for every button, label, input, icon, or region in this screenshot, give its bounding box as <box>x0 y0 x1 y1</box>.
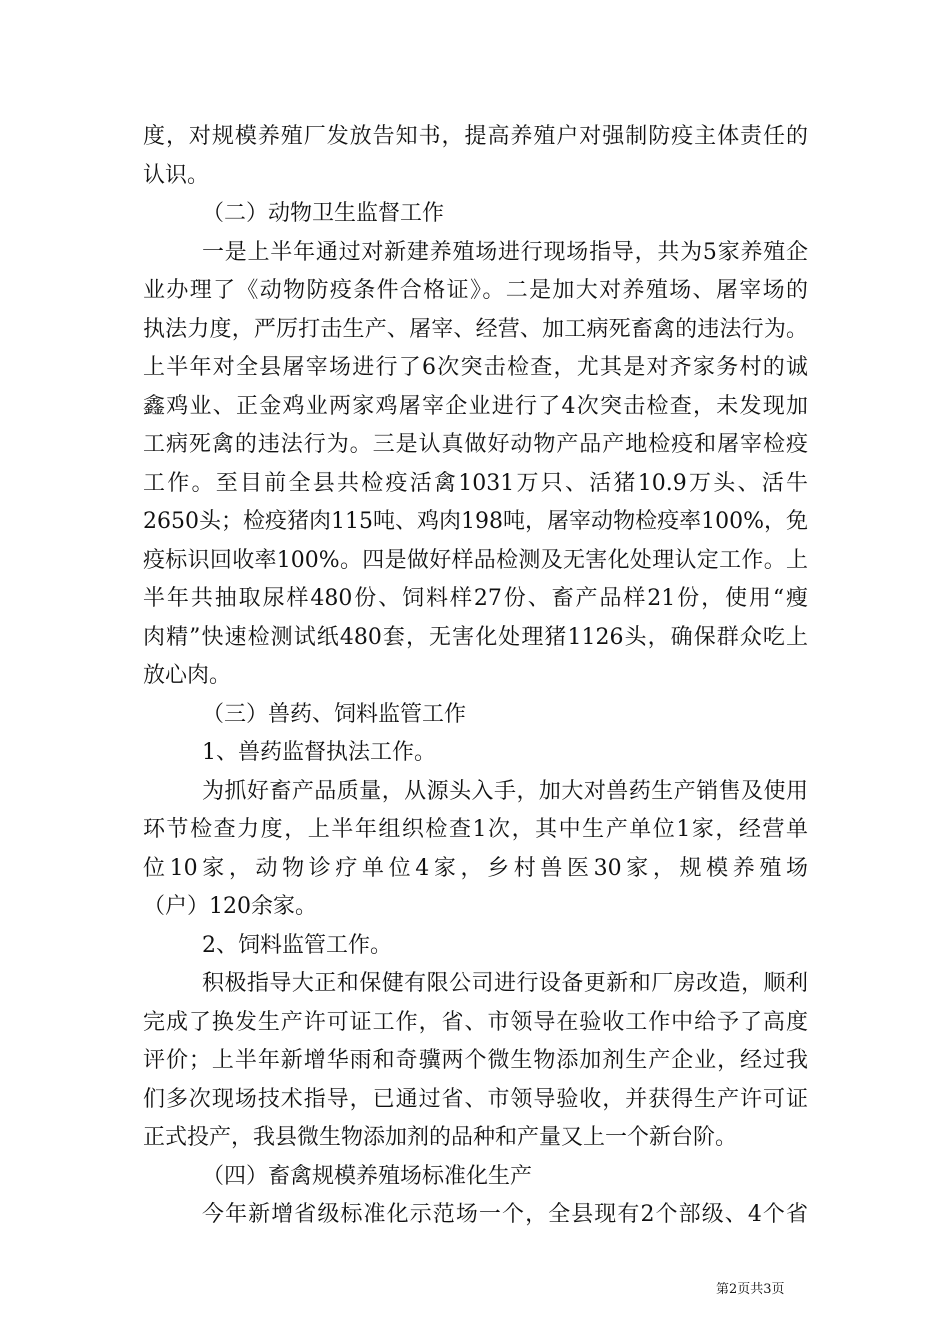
subsection-heading: 2、饲料监管工作。 <box>202 932 392 958</box>
text-line: 业办理了《动物防疫条件合格证》。二是加大对养殖场、屠宰场的 <box>143 278 808 303</box>
text-line: 位10家，动物诊疗单位4家，乡村兽医30家，规模养殖场 <box>143 855 808 881</box>
document-body <box>143 118 808 1235</box>
text-line: 2650头；检疫猪肉115吨、鸡肉198吨，屠宰动物检疫率100%，免 <box>143 509 808 534</box>
text-line: 正式投产，我县微生物添加剂的品种和产量又上一个新台阶。 <box>143 1125 738 1150</box>
text-line: 积极指导大正和保健有限公司进行设备更新和厂房改造，顺利 <box>202 971 808 996</box>
page-number: 第2页共3页 <box>716 1282 785 1297</box>
text-line: 度，对规模养殖厂发放告知书，提高养殖户对强制防疫主体责任的 <box>143 124 808 149</box>
section-heading: （四）畜禽规模养殖场标准化生产 <box>202 1163 533 1189</box>
text-line: 们多次现场技术指导，已通过省、市领导验收，并获得生产许可证 <box>143 1086 808 1112</box>
text-line: 今年新增省级标准化示范场一个，全县现有2个部级、4个省 <box>202 1202 808 1227</box>
text-line: 一是上半年通过对新建养殖场进行现场指导，共为5家养殖企 <box>202 239 808 265</box>
text-line: 疫标识回收率100%。四是做好样品检测及无害化处理认定工作。上 <box>143 547 808 573</box>
text-line: 上半年对全县屠宰场进行了6次突击检查，尤其是对齐家务村的诚 <box>143 355 808 380</box>
text-line: 半年共抽取尿样480份、饲料样27份、畜产品样21份，使用“瘦 <box>143 586 808 611</box>
text-line: 环节检查力度，上半年组织检查1次，其中生产单位1家，经营单 <box>143 817 808 842</box>
text-line: 评价；上半年新增华雨和奇骥两个微生物添加剂生产企业，经过我 <box>143 1048 808 1073</box>
section-heading: （三）兽药、饲料监管工作 <box>202 701 467 727</box>
text-line: （户）120余家。 <box>143 894 317 919</box>
text-line: 工病死禽的违法行为。三是认真做好动物产品产地检疫和屠宰检疫 <box>143 432 808 457</box>
text-line: 完成了换发生产许可证工作，省、市领导在验收工作中给予了高度 <box>143 1009 808 1035</box>
subsection-heading: 1、兽药监督执法工作。 <box>202 740 436 765</box>
text-line: 鑫鸡业、正金鸡业两家鸡屠宰企业进行了4次突击检查，未发现加 <box>143 393 808 419</box>
text-line: 工作。至目前全县共检疫活禽1031万只、活猪10.9万头、活牛 <box>143 470 808 496</box>
text-line: 认识。 <box>143 162 210 188</box>
text-line: 放心肉。 <box>143 663 232 688</box>
text-line: 肉精”快速检测试纸480套，无害化处理猪1126头，确保群众吃上 <box>143 624 808 650</box>
section-heading: （二）动物卫生监督工作 <box>202 201 445 226</box>
text-line: 执法力度，严厉打击生产、屠宰、经营、加工病死畜禽的违法行为。 <box>143 316 808 342</box>
text-line: 为抓好畜产品质量，从源头入手，加大对兽药生产销售及使用 <box>202 778 808 804</box>
